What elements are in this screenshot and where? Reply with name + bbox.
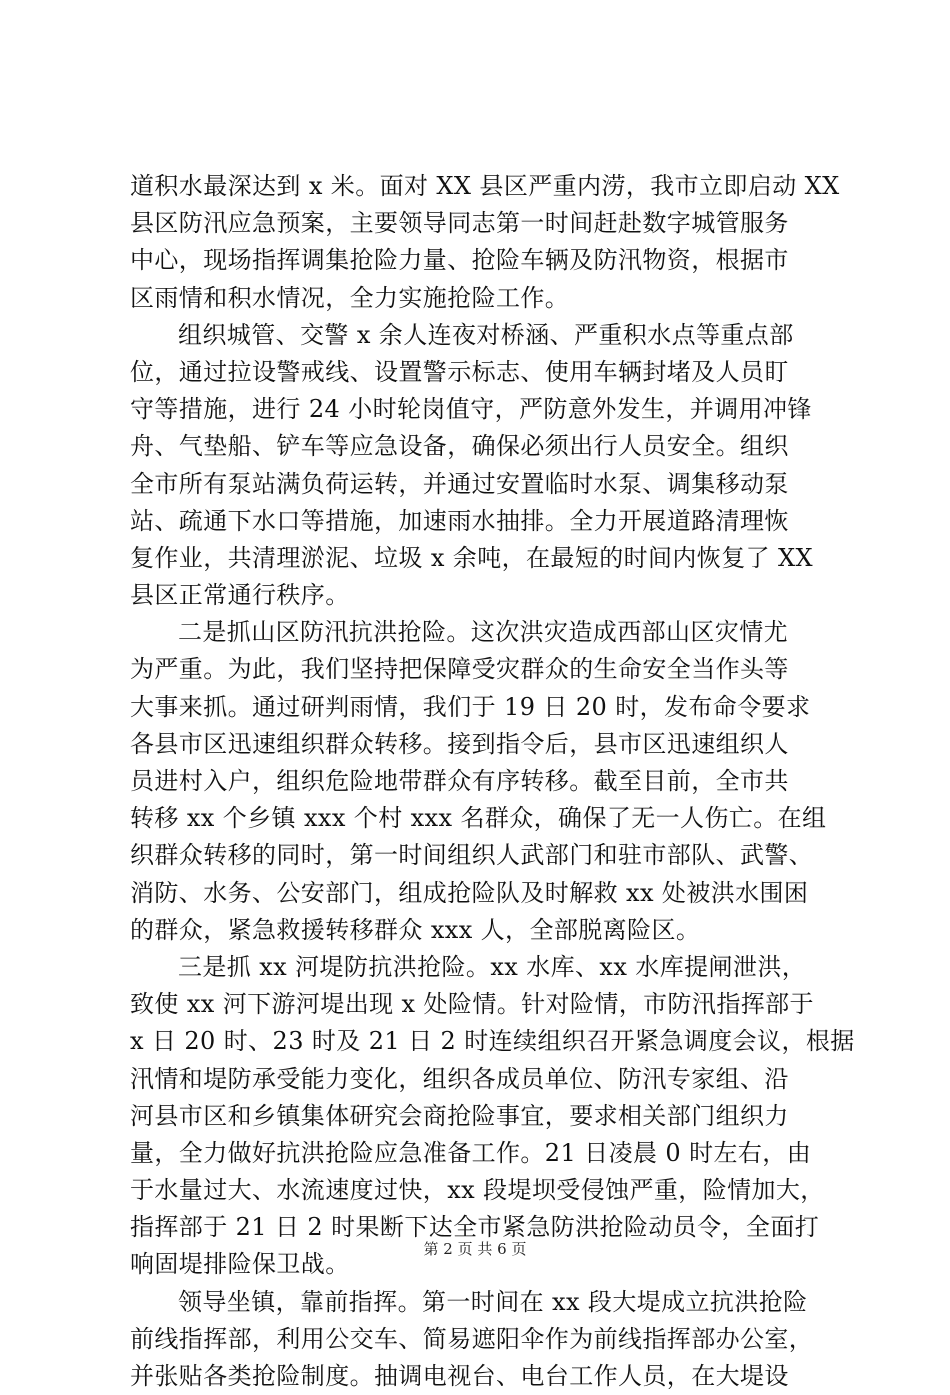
text-line: 县区正常通行秩序。: [130, 581, 350, 610]
text-line: 站、疏通下水口等措施，加速雨水抽排。全力开展道路清理恢: [130, 506, 789, 535]
document-body: [130, 168, 855, 1395]
text-line: 各县市区迅速组织群众转移。接到指令后，县市区迅速组织人: [130, 729, 789, 758]
text-line: 前线指挥部，利用公交车、简易遮阳伞作为前线指挥部办公室，: [130, 1324, 814, 1353]
text-line: 道积水最深达到 x 米。面对 XX 县区严重内涝，我市立即启动 XX: [130, 172, 840, 200]
text-line: x 日 20 时、23 时及 21 日 2 时连续组织召开紧急调度会议，根据: [130, 1027, 855, 1056]
text-line: 于水量过大、水流速度过快，xx 段堤坝受侵蚀严重，险情加大，: [130, 1176, 825, 1205]
text-line: 致使 xx 河下游河堤出现 x 处险情。针对险情，市防汛指挥部于: [130, 990, 814, 1019]
text-line: 员进村入户，组织危险地带群众有序转移。截至目前，全市共: [130, 767, 789, 795]
text-line: 为严重。为此，我们坚持把保障受灾群众的生命安全当作头等: [130, 655, 789, 684]
text-line: 转移 xx 个乡镇 xxx 个村 xxx 名群众，确保了无一人伤亡。在组: [130, 804, 827, 833]
page-number-label: 第 2 页 共 6 页: [423, 1240, 527, 1258]
text-line: 并张贴各类抢险制度。抽调电视台、电台工作人员，在大堤设: [130, 1362, 789, 1390]
text-line: 织群众转移的同时，第一时间组织人武部门和驻市部队、武警、: [130, 841, 814, 870]
text-line: 的群众，紧急救援转移群众 xxx 人，全部脱离险区。: [130, 915, 701, 944]
text-line: 县区防汛应急预案，主要领导同志第一时间赶赴数字城管服务: [130, 209, 789, 238]
text-line: 大事来抓。通过研判雨情，我们于 19 日 20 时，发布命令要求: [130, 692, 811, 721]
text-line: 量，全力做好抗洪抢险应急准备工作。21 日凌晨 0 时左右，由: [130, 1138, 812, 1167]
text-line: 位，通过拉设警戒线、设置警示标志、使用车辆封堵及人员盯: [130, 357, 789, 386]
paragraph-start-line: 三是抓 xx 河堤防抗洪抢险。xx 水库、xx 水库提闸泄洪，: [178, 952, 807, 981]
text-line: 河县市区和乡镇集体研究会商抢险事宜，要求相关部门组织力: [130, 1101, 789, 1130]
text-line: 守等措施，进行 24 小时轮岗值守，严防意外发生，并调用冲锋: [130, 395, 812, 424]
text-line: 区雨情和积水情况，全力实施抢险工作。: [130, 283, 570, 312]
text-line: 复作业，共清理淤泥、垃圾 x 余吨，在最短的时间内恢复了 XX: [130, 543, 813, 572]
paragraph-start-line: 二是抓山区防汛抗洪抢险。这次洪灾造成西部山区灾情尤: [178, 618, 788, 647]
text-line: 全市所有泵站满负荷运转，并通过安置临时水泵、调集移动泵: [130, 469, 789, 498]
text-line: 响固堤排险保卫战。: [130, 1250, 350, 1279]
text-line: 指挥部于 21 日 2 时果断下达全市紧急防洪抢险动员令，全面打: [130, 1213, 820, 1242]
page-footer: [0, 1238, 950, 1259]
paragraph-start-line: 领导坐镇，靠前指挥。第一时间在 xx 段大堤成立抗洪抢险: [178, 1287, 808, 1316]
text-line: 舟、气垫船、铲车等应急设备，确保必须出行人员安全。组织: [130, 432, 789, 461]
text-line: 中心，现场指挥调集抢险力量、抢险车辆及防汛物资，根据市: [130, 246, 789, 275]
text-line: 汛情和堤防承受能力变化，组织各成员单位、防汛专家组、沿: [130, 1064, 789, 1093]
text-line: 消防、水务、公安部门，组成抢险队及时解救 xx 处被洪水围困: [130, 878, 809, 907]
paragraph-start-line: 组织城管、交警 x 余人连夜对桥涵、严重积水点等重点部: [178, 320, 794, 349]
